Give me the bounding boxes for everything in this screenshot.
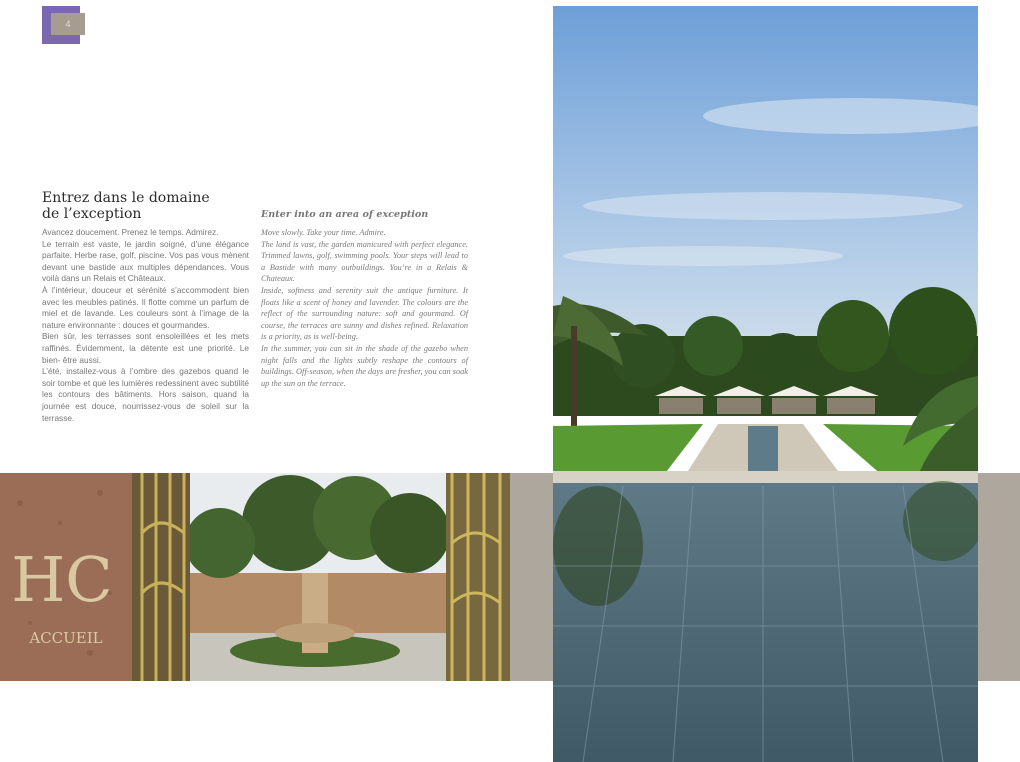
english-paragraph: In the summer, you can sit in the shade of the gazebo when night falls and the lights subtly reshape the contours of buildings. Off-season, when the days are fresher, you can soak up the sun on the terrace.: [261, 343, 468, 388]
english-title: Enter into an area of exception: [261, 209, 429, 220]
english-body: [261, 227, 468, 389]
page-number: 4: [51, 13, 85, 35]
french-title-line-2: de l’exception: [42, 206, 142, 222]
french-paragraph: Avancez doucement. Prenez le temps. Admirez.: [42, 227, 219, 237]
french-title: [42, 190, 252, 222]
hc-monogram: HC: [11, 543, 113, 616]
french-body: [42, 227, 249, 424]
french-paragraph: L’été, installez-vous à l’ombre des gazebos quand le soir tombe et que les lumières redessinent avec subtilité les contours des bâtiments. Hors saison, quand la journée est douce, nourrissez-vous de soleil sur la terrasse.: [42, 366, 249, 423]
french-paragraph: À l’intérieur, douceur et sérénité s’accommodent bien avec les meubles patinés. Il flotte comme un parfum de miel et de lavande. Les couleurs sont à l’image de la nature environnante : douces et gourmandes.: [42, 284, 249, 330]
accueil-sign: ACCUEIL: [29, 629, 103, 647]
stone-wall-logo-photo: [0, 473, 190, 681]
french-paragraph: Bien sûr, les terrasses sont ensoleillées et les mets raffinés. Évidemment, la détente est une priorité. Le bien- être aussi.: [42, 331, 249, 365]
page-number-box: [42, 6, 80, 44]
english-paragraph: Inside, softness and serenity suit the antique furniture. It floats like a scent of honey and lavender. The colours are the reflect of the surrounding nature: soft and gourmand. Of course, the terraces are sunny and dishes refined. Relaxation is a priority, as is well-being.: [261, 285, 468, 342]
fountain-courtyard-photo: [190, 473, 510, 681]
english-paragraph: Move slowly. Take your time. Admire.: [261, 228, 386, 237]
garden-pool-photo: [553, 6, 978, 762]
french-paragraph: Le terrain est vaste, le jardin soigné, d’une élégance parfaite. Herbe rase, golf, piscine. Vos pas vous mènent devant une bastide aux multiples dépendances. Vous voilà dans un Relais et Châteaux.: [42, 238, 249, 284]
english-paragraph: The land is vast, the garden manicured with perfect elegance. Trimmed lawns, golf, swimming pools. Your steps will lead to a Bastide with many outbuildings. You’re in a Relais & Chateaux.: [261, 239, 468, 284]
french-title-line-1: Entrez dans le domaine: [42, 190, 210, 206]
